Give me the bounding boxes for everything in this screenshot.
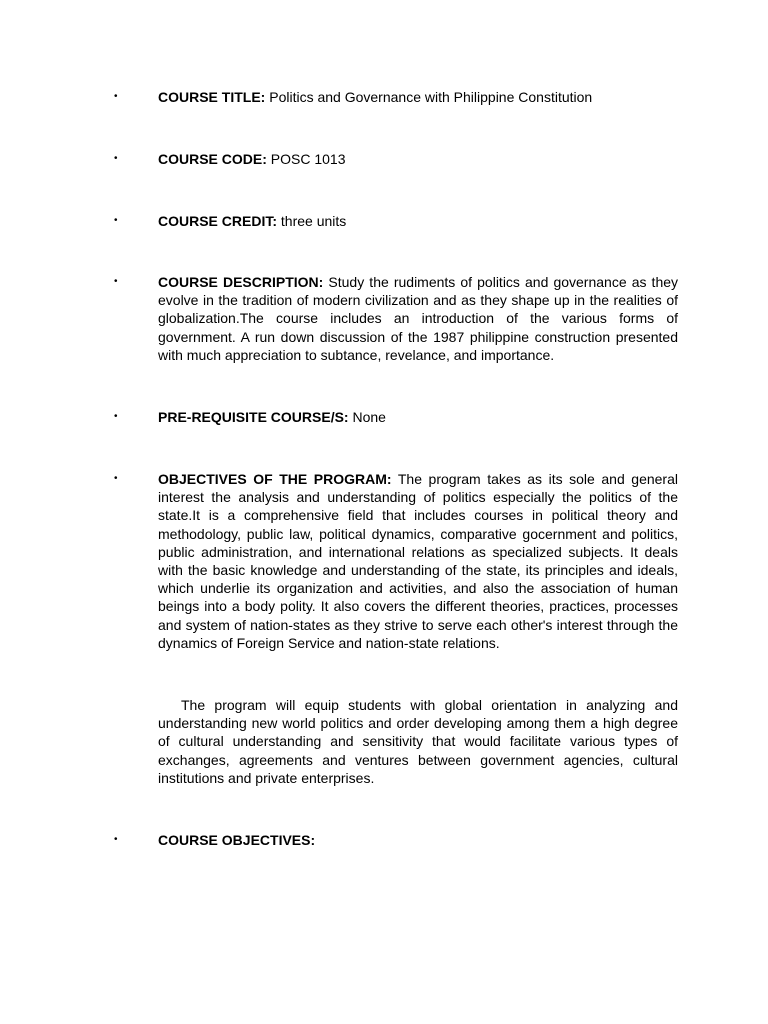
program-objectives-text: The program takes as its sole and general interest the analysis and understanding of politics especially the politics of the state.It is a comprehensive field that includes courses in political theory and methodology, public law, political dynamics, comparative gocernment and politics, public administration, and international relations as specialized subjects. It deals with the basic knowledge and understanding of the state, its principles and ideals, which underlie its organization and activities, and also the association of human beings into a body polity. It also covers the different theories, practices, processes and system of nation-states as they strive to serve each other's interest through the dynamics of Foreign Service and nation-state relations. [158, 471, 678, 651]
bullet: • [114, 276, 118, 287]
course-title-label: COURSE TITLE: [158, 89, 266, 105]
course-credit-label: COURSE CREDIT: [158, 213, 278, 229]
course-title-item [114, 88, 678, 106]
bullet: • [114, 215, 118, 226]
course-code-label: COURSE CODE: [158, 151, 267, 167]
bullet: • [114, 153, 118, 164]
bullet: • [114, 834, 118, 845]
prerequisite-value: None [352, 409, 386, 425]
course-credit-item [114, 212, 678, 230]
course-code-value: POSC 1013 [270, 151, 346, 167]
course-description-item [114, 273, 679, 364]
bullet: • [114, 473, 118, 484]
program-paragraph: The program will equip students with global orientation in analyzing and understanding new world politics and order developing among them a high degree of cultural understanding and sensitivity that would facilitate various types of exchanges, agreements and ventures between government agencies, cultural institutions and private enterprises. [158, 697, 678, 786]
course-description-text: Study the rudiments of politics and governance as they evolve in the tradition of modern civilization and as they shape up in the realities of globalization.The course includes an introduction of the various forms of government. A run down discussion of the 1987 philippine construction presented with much appreciation to subtance, revelance, and importance. [158, 274, 679, 363]
bullet: • [114, 411, 118, 422]
course-title-value: Politics and Governance with Philippine Constitution [269, 89, 593, 105]
course-description-label: COURSE DESCRIPTION: [158, 274, 324, 290]
program-objectives-label: OBJECTIVES OF THE PROGRAM: [158, 471, 392, 487]
program-objectives-item [114, 470, 678, 652]
course-objectives-label: COURSE OBJECTIVES: [158, 832, 316, 848]
prerequisite-label: PRE-REQUISITE COURSE/S: [158, 409, 349, 425]
prerequisite-item [114, 408, 678, 426]
course-code-item [114, 150, 678, 168]
bullet: • [114, 91, 118, 102]
course-objectives-item [114, 831, 678, 849]
course-credit-value: three units [280, 213, 347, 229]
